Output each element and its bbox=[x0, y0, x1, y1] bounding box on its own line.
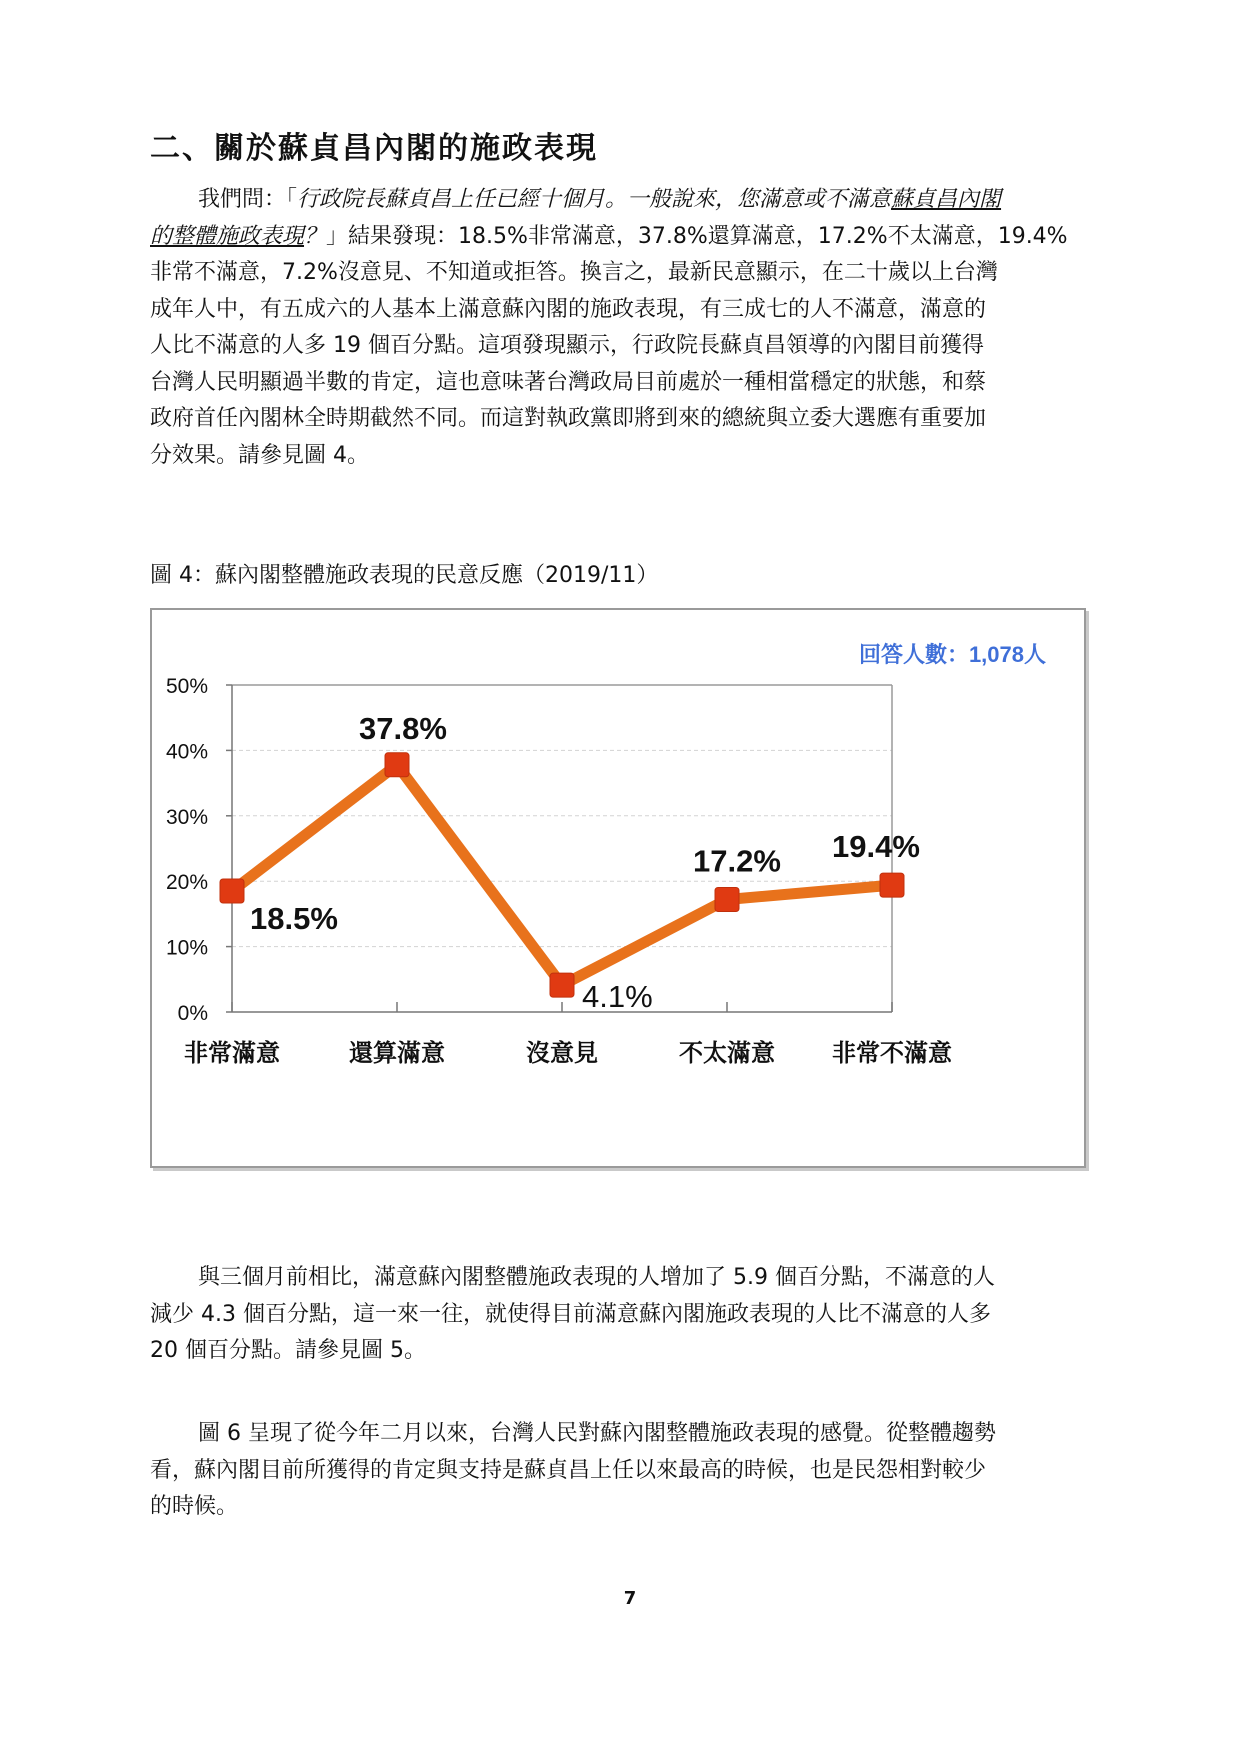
paragraph-3-line-1: 圖 6 呈現了從今年二月以來，台灣人民對蘇內閣整體施政表現的感覺。從整體趨勢 bbox=[198, 1421, 996, 1446]
y-tick-label: 50% bbox=[165, 675, 208, 698]
paragraph-1-line-3: 非常不滿意，7.2%沒意見、不知道或拒答。換言之，最新民意顯示，在二十歲以上台灣 bbox=[150, 260, 998, 285]
line-chart bbox=[150, 608, 1086, 1168]
data-point-marker bbox=[550, 973, 574, 997]
data-point-marker bbox=[220, 879, 244, 903]
data-label: 18.5% bbox=[250, 901, 338, 937]
y-tick-label: 10% bbox=[165, 936, 208, 960]
figure-caption: 圖 4：蘇內閣整體施政表現的民意反應（2019/11） bbox=[150, 563, 659, 588]
paragraph-1-line-7: 政府首任內閣林全時期截然不同。而這對執政黨即將到來的總統與立委大選應有重要加 bbox=[150, 406, 987, 431]
paragraph-1-line-6: 台灣人民明顯過半數的肯定，這也意味著台灣政局目前處於一種相當穩定的狀態，和蔡 bbox=[150, 369, 987, 395]
data-label: 4.1% bbox=[582, 979, 653, 1015]
chart-labels bbox=[166, 675, 952, 1067]
x-category-label: 非常不滿意 bbox=[832, 1040, 952, 1067]
y-tick-label: 0% bbox=[177, 1002, 208, 1025]
x-category-label: 非常滿意 bbox=[184, 1040, 280, 1067]
section-title: 二、關於蘇貞昌內閣的施政表現 bbox=[150, 131, 598, 166]
x-category-label: 還算滿意 bbox=[349, 1040, 445, 1067]
paragraph-1-line-1: 我們問：「行政院長蘇貞昌上任已經十個月。一般說來，您滿意或不滿意蘇貞昌內閣 bbox=[198, 187, 1002, 212]
paragraph-2-line-1: 與三個月前相比，滿意蘇內閣整體施政表現的人增加了 5.9 個百分點，不滿意的人 bbox=[198, 1265, 995, 1290]
data-point-marker bbox=[385, 753, 409, 777]
y-tick-label: 40% bbox=[165, 740, 208, 764]
data-label: 17.2% bbox=[693, 843, 781, 879]
data-point-marker bbox=[880, 873, 904, 897]
y-tick-label: 20% bbox=[165, 871, 208, 895]
paragraph-2-line-2: 減少 4.3 個百分點，這一來一往，就使得目前滿意蘇內閣施政表現的人比不滿意的人多 bbox=[150, 1301, 991, 1327]
paragraph-2-line-3: 20 個百分點。請參見圖 5。 bbox=[150, 1338, 426, 1363]
paragraph-2 bbox=[150, 1260, 1094, 1370]
respondent-count-note: 回答人數：1,078人 bbox=[858, 642, 1046, 667]
paragraph-1-line-5: 人比不滿意的人多 19 個百分點。這項發現顯示，行政院長蘇貞昌領導的內閣目前獲得 bbox=[150, 333, 984, 358]
y-tick-label: 30% bbox=[165, 805, 208, 829]
data-label: 19.4% bbox=[832, 829, 920, 865]
paragraph-1-line-2: 的整體施政表現？」結果發現：18.5%非常滿意，37.8%還算滿意，17.2%不太滿意，19.4% bbox=[150, 223, 1068, 249]
paragraph-3-line-2: 看，蘇內閣目前所獲得的肯定與支持是蘇貞昌上任以來最高的時候，也是民怨相對較少 bbox=[150, 1457, 987, 1483]
paragraph-1-line-4: 成年人中，有五成六的人基本上滿意蘇內閣的施政表現，有三成七的人不滿意，滿意的 bbox=[150, 296, 987, 322]
paragraph-1 bbox=[150, 182, 1094, 474]
chart-canvas bbox=[152, 610, 1084, 1166]
paragraph-3 bbox=[150, 1416, 1094, 1526]
x-category-label: 沒意見 bbox=[526, 1040, 598, 1067]
paragraph-3-line-3: 的時候。 bbox=[150, 1494, 239, 1519]
x-category-label: 不太滿意 bbox=[679, 1040, 775, 1067]
page-number: 7 bbox=[623, 1588, 637, 1609]
chart-series bbox=[220, 753, 904, 997]
series-line bbox=[232, 765, 892, 985]
data-point-marker bbox=[715, 888, 739, 912]
chart-axes bbox=[226, 685, 892, 1015]
data-label: 37.8% bbox=[359, 710, 447, 746]
paragraph-1-line-8: 分效果。請參見圖 4。 bbox=[150, 442, 369, 468]
